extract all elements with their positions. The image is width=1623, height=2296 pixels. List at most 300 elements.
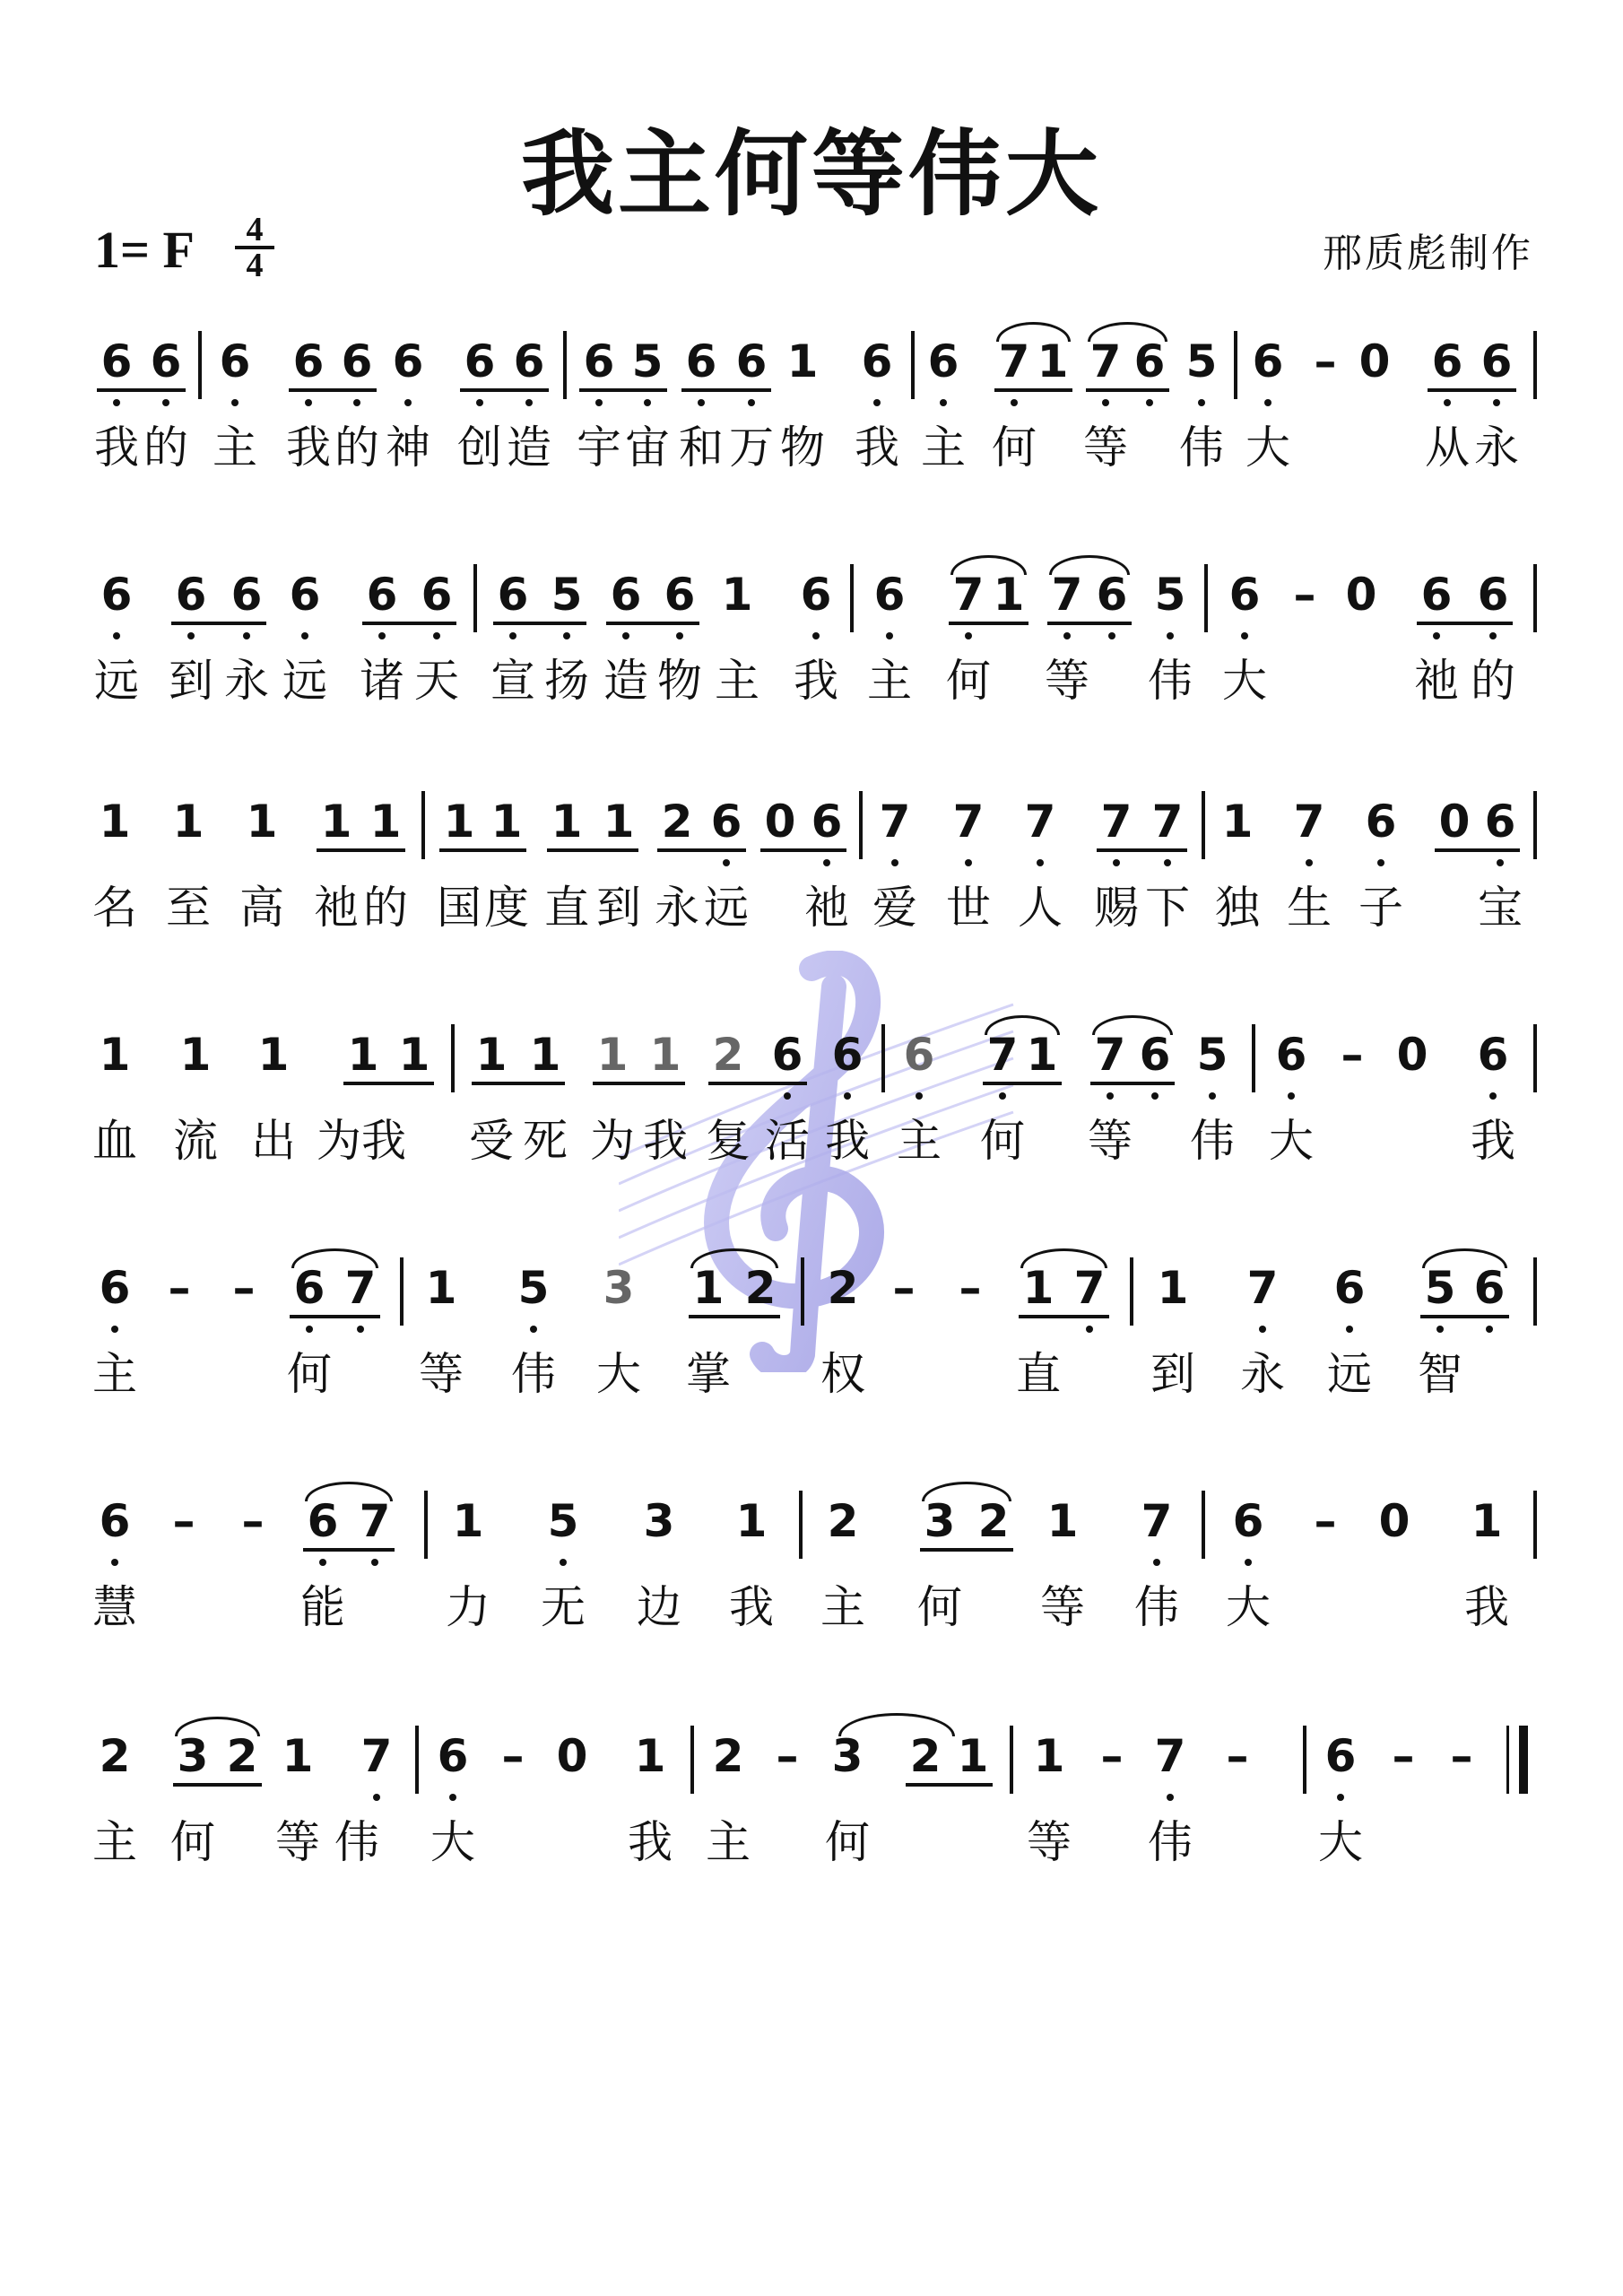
lyric: 主 xyxy=(92,1816,137,1868)
tie xyxy=(922,1482,1011,1501)
lyric: 为 xyxy=(590,1115,635,1167)
beam-underline xyxy=(657,848,746,852)
note: 6 xyxy=(735,335,768,387)
note: 6 xyxy=(664,569,696,621)
note: 6 xyxy=(513,335,545,387)
note: 7 xyxy=(360,1730,393,1782)
note: 5 xyxy=(517,1262,550,1314)
lyric: 远 xyxy=(282,655,327,707)
lyric: 伟 xyxy=(1148,1816,1193,1868)
key-signature: 1= F xyxy=(94,221,195,279)
note: 5 xyxy=(1154,569,1186,621)
lyric: 受 xyxy=(469,1115,514,1167)
note: 1 xyxy=(721,569,753,621)
note: 1 xyxy=(786,335,819,387)
note: 0 xyxy=(1345,569,1377,621)
lyric: 远 xyxy=(704,882,749,934)
octave-dot xyxy=(622,632,629,639)
note: 6 xyxy=(293,1262,325,1314)
octave-dot xyxy=(1433,632,1440,639)
note: 6 xyxy=(1228,569,1261,621)
note: 7 xyxy=(952,569,985,621)
note: 1 xyxy=(443,796,475,848)
lyric: 出 xyxy=(251,1115,296,1167)
barline xyxy=(1252,1024,1255,1092)
beam-underline xyxy=(1086,388,1169,392)
octave-dot xyxy=(530,1326,537,1333)
lyric: 永 xyxy=(1474,422,1519,474)
beam-underline xyxy=(290,1315,380,1318)
note: 6 xyxy=(99,1495,131,1547)
beam-underline xyxy=(1090,1082,1175,1085)
lyric: 等 xyxy=(275,1816,320,1868)
lyric: 大 xyxy=(1318,1816,1363,1868)
note: 5 xyxy=(547,1495,579,1547)
time-signature-bottom: 4 xyxy=(246,247,264,284)
note: 0 xyxy=(1396,1029,1428,1081)
dash: – xyxy=(1293,569,1316,621)
octave-dot xyxy=(243,632,250,639)
lyric: 主 xyxy=(820,1581,865,1633)
note: 2 xyxy=(712,1730,744,1782)
beam-underline xyxy=(289,388,377,392)
lyric: 何 xyxy=(980,1115,1025,1167)
note: 5 xyxy=(1424,1262,1456,1314)
octave-dot xyxy=(319,1559,326,1566)
octave-dot xyxy=(113,632,120,639)
lyric: 人 xyxy=(1018,882,1063,934)
lyric: 大 xyxy=(596,1348,641,1400)
beam-underline xyxy=(906,1783,993,1787)
note: 6 xyxy=(307,1495,339,1547)
lyric: 我 xyxy=(1464,1581,1509,1633)
barline xyxy=(563,331,567,399)
octave-dot xyxy=(1198,399,1205,406)
lyric: 远 xyxy=(1327,1348,1372,1400)
beam-underline xyxy=(303,1548,395,1552)
lyric: 为 xyxy=(317,1115,361,1167)
note: 1 xyxy=(1037,335,1069,387)
barline xyxy=(1202,1491,1205,1559)
octave-dot xyxy=(1259,1326,1266,1333)
dash: – xyxy=(1314,1495,1337,1547)
octave-dot xyxy=(823,859,830,866)
octave-dot xyxy=(1489,1092,1497,1100)
lyric: 复 xyxy=(706,1115,751,1167)
lyric: 我 xyxy=(94,422,139,474)
note: 6 xyxy=(464,335,496,387)
octave-dot xyxy=(449,1794,456,1801)
octave-dot xyxy=(563,632,570,639)
barline xyxy=(415,1726,419,1794)
octave-dot xyxy=(698,399,705,406)
octave-dot xyxy=(1037,859,1044,866)
tie xyxy=(1092,1015,1173,1035)
beam-underline xyxy=(1435,848,1520,852)
note: 6 xyxy=(1324,1730,1357,1782)
tie xyxy=(305,1482,393,1501)
note: 6 xyxy=(1473,1262,1506,1314)
beam-underline xyxy=(681,388,771,392)
score-line xyxy=(0,1496,1623,1657)
lyric: 主 xyxy=(715,655,759,707)
lyric: 大 xyxy=(1245,422,1290,474)
note: 1 xyxy=(1046,1495,1079,1547)
lyric: 我 xyxy=(361,1115,406,1167)
lyric: 我 xyxy=(729,1581,774,1633)
beam-underline xyxy=(1047,622,1132,625)
note: 1 xyxy=(957,1730,989,1782)
lyric: 的 xyxy=(1471,655,1515,707)
lyric: 诸 xyxy=(360,655,404,707)
barline xyxy=(1533,331,1537,399)
note: 1 xyxy=(99,796,131,848)
barline xyxy=(400,1257,404,1326)
octave-dot xyxy=(844,1092,851,1100)
octave-dot xyxy=(433,632,440,639)
octave-dot xyxy=(644,399,651,406)
lyric: 何 xyxy=(287,1348,332,1400)
note: 2 xyxy=(744,1262,777,1314)
barline xyxy=(1506,1726,1509,1794)
octave-dot xyxy=(723,859,730,866)
lyric: 何 xyxy=(917,1581,962,1633)
lyric: 何 xyxy=(946,655,991,707)
lyric: 宇 xyxy=(577,422,621,474)
barline xyxy=(424,1491,428,1559)
barline xyxy=(451,1024,455,1092)
barline xyxy=(881,1024,885,1092)
note: 6 xyxy=(437,1730,469,1782)
note: 1 xyxy=(99,1029,131,1081)
note: 0 xyxy=(764,796,796,848)
note: 7 xyxy=(1024,796,1056,848)
lyric: 等 xyxy=(1088,1115,1133,1167)
barline xyxy=(690,1726,694,1794)
octave-dot xyxy=(1337,1794,1344,1801)
lyric: 大 xyxy=(1269,1115,1314,1167)
lyric: 的 xyxy=(334,422,379,474)
octave-dot xyxy=(404,399,412,406)
note: 1 xyxy=(529,1029,561,1081)
lyric: 直 xyxy=(1016,1348,1061,1400)
lyric: 边 xyxy=(637,1581,681,1633)
lyric: 等 xyxy=(419,1348,464,1400)
tie xyxy=(1422,1248,1507,1268)
lyric: 血 xyxy=(92,1115,137,1167)
lyric: 何 xyxy=(170,1816,215,1868)
octave-dot xyxy=(1489,632,1497,639)
score-line xyxy=(0,1731,1623,1892)
lyric: 造 xyxy=(507,422,551,474)
note: 1 xyxy=(320,796,352,848)
lyric: 伟 xyxy=(1179,422,1224,474)
note: 6 xyxy=(1431,335,1463,387)
note: 1 xyxy=(347,1029,379,1081)
barline xyxy=(1234,331,1237,399)
lyric: 主 xyxy=(897,1115,942,1167)
note: 2 xyxy=(977,1495,1010,1547)
note: 1 xyxy=(551,796,583,848)
note: 3 xyxy=(924,1495,956,1547)
note: 6 xyxy=(1420,569,1453,621)
dash: – xyxy=(168,1262,191,1314)
octave-dot xyxy=(916,1092,923,1100)
dash: – xyxy=(1341,1029,1364,1081)
note: 6 xyxy=(1333,1262,1366,1314)
lyric: 独 xyxy=(1215,882,1260,934)
barline xyxy=(1204,564,1208,632)
lyric: 宝 xyxy=(1478,882,1523,934)
lyric: 掌 xyxy=(686,1348,731,1400)
note: 6 xyxy=(771,1029,803,1081)
lyric: 物 xyxy=(657,655,702,707)
octave-dot xyxy=(1086,1326,1093,1333)
beam-underline xyxy=(606,622,699,625)
lyric: 永 xyxy=(1240,1348,1285,1400)
note: 2 xyxy=(712,1029,744,1081)
score-line xyxy=(0,1030,1623,1191)
note: 6 xyxy=(610,569,642,621)
octave-dot xyxy=(525,399,533,406)
note: 0 xyxy=(1378,1495,1410,1547)
lyric: 我 xyxy=(794,655,838,707)
note: 6 xyxy=(1365,796,1397,848)
note: 7 xyxy=(344,1262,377,1314)
octave-dot xyxy=(1288,1092,1295,1100)
octave-dot xyxy=(1164,859,1171,866)
beam-underline xyxy=(1420,1315,1509,1318)
note: 6 xyxy=(175,569,207,621)
dash: – xyxy=(1392,1730,1415,1782)
beam-underline xyxy=(689,1315,780,1318)
beam-underline xyxy=(1428,388,1516,392)
octave-dot xyxy=(1497,859,1504,866)
octave-dot xyxy=(965,859,972,866)
barline xyxy=(1130,1257,1133,1326)
lyric: 祂 xyxy=(314,882,359,934)
lyric: 神 xyxy=(386,422,430,474)
note: 7 xyxy=(1293,796,1325,848)
octave-dot xyxy=(1146,399,1153,406)
note: 7 xyxy=(1154,1730,1186,1782)
lyric: 的 xyxy=(143,422,188,474)
note: 6 xyxy=(1480,335,1513,387)
note: 7 xyxy=(1151,796,1184,848)
note: 5 xyxy=(551,569,583,621)
lyric: 天 xyxy=(414,655,459,707)
note: 6 xyxy=(1139,1029,1171,1081)
barline xyxy=(1533,564,1537,632)
note: 6 xyxy=(392,335,424,387)
octave-dot xyxy=(1486,1326,1493,1333)
octave-dot xyxy=(1241,632,1248,639)
note: 1 xyxy=(993,569,1025,621)
lyric: 等 xyxy=(1045,655,1089,707)
octave-dot xyxy=(1102,399,1109,406)
beam-underline xyxy=(171,622,266,625)
octave-dot xyxy=(1153,1559,1160,1566)
note: 1 xyxy=(179,1029,212,1081)
note: 1 xyxy=(1471,1495,1503,1547)
lyric: 祂 xyxy=(1414,655,1459,707)
beam-underline xyxy=(579,388,667,392)
lyric: 世 xyxy=(946,882,991,934)
note: 7 xyxy=(1073,1262,1106,1314)
note: 6 xyxy=(1252,335,1284,387)
lyric: 我 xyxy=(286,422,331,474)
barline xyxy=(850,564,854,632)
song-title: 我主何等伟大 xyxy=(520,118,1102,229)
barline xyxy=(1202,791,1205,859)
note: 2 xyxy=(661,796,693,848)
lyric: 造 xyxy=(603,655,648,707)
note: 6 xyxy=(1133,335,1166,387)
beam-underline xyxy=(439,848,526,852)
dash: – xyxy=(892,1262,916,1314)
note: 5 xyxy=(1185,335,1218,387)
octave-dot xyxy=(357,1326,364,1333)
lyric: 大 xyxy=(430,1816,475,1868)
note: 6 xyxy=(150,335,182,387)
lyric: 永 xyxy=(655,882,699,934)
score-line xyxy=(0,570,1623,731)
note: 6 xyxy=(99,1262,131,1314)
beam-underline xyxy=(472,1082,565,1085)
lyric: 等 xyxy=(1083,422,1128,474)
octave-dot xyxy=(378,632,386,639)
note: 1 xyxy=(1157,1262,1189,1314)
lyric: 等 xyxy=(1040,1581,1085,1633)
beam-underline xyxy=(493,622,586,625)
beam-underline xyxy=(317,848,405,852)
lyric: 万 xyxy=(729,422,774,474)
lyric: 至 xyxy=(166,882,211,934)
lyric: 创 xyxy=(457,422,502,474)
octave-dot xyxy=(1113,859,1120,866)
beam-underline xyxy=(343,1082,434,1085)
lyric: 远 xyxy=(94,655,139,707)
note: 1 xyxy=(257,1029,290,1081)
lyric: 何 xyxy=(825,1816,870,1868)
note: 6 xyxy=(710,796,742,848)
octave-dot xyxy=(162,399,169,406)
final-barline xyxy=(1519,1726,1528,1794)
lyric: 爱 xyxy=(872,882,917,934)
note: 3 xyxy=(177,1730,209,1782)
beam-underline xyxy=(994,388,1072,392)
octave-dot xyxy=(111,1326,118,1333)
beam-underline xyxy=(949,622,1028,625)
note: 1 xyxy=(490,796,523,848)
tie xyxy=(1088,322,1167,342)
note: 7 xyxy=(952,796,985,848)
barline xyxy=(859,791,863,859)
lyric: 扬 xyxy=(544,655,589,707)
lyric: 大 xyxy=(1222,655,1267,707)
lyric: 子 xyxy=(1358,882,1403,934)
lyric: 国 xyxy=(437,882,482,934)
note: 1 xyxy=(649,1029,681,1081)
note: 2 xyxy=(827,1262,859,1314)
octave-dot xyxy=(1167,1794,1174,1801)
note: 1 xyxy=(246,796,278,848)
note: 1 xyxy=(1022,1262,1055,1314)
tie xyxy=(950,555,1027,575)
octave-dot xyxy=(748,399,755,406)
score-line xyxy=(0,796,1623,958)
octave-dot xyxy=(301,632,308,639)
note: 1 xyxy=(452,1495,484,1547)
note: 6 xyxy=(831,1029,864,1081)
lyric: 主 xyxy=(706,1816,751,1868)
barline xyxy=(1533,791,1537,859)
lyric: 何 xyxy=(992,422,1037,474)
octave-dot xyxy=(999,1092,1006,1100)
note: 6 xyxy=(421,569,453,621)
lyric: 死 xyxy=(523,1115,568,1167)
tie xyxy=(1020,1248,1107,1268)
lyric: 我 xyxy=(825,1115,870,1167)
octave-dot xyxy=(1346,1326,1353,1333)
note: 7 xyxy=(1141,1495,1173,1547)
lyric: 大 xyxy=(1226,1581,1271,1633)
dash: – xyxy=(172,1495,195,1547)
octave-dot xyxy=(509,632,516,639)
note: 1 xyxy=(475,1029,508,1081)
barline xyxy=(421,791,425,859)
dash: – xyxy=(959,1262,982,1314)
octave-dot xyxy=(1306,859,1313,866)
octave-dot xyxy=(476,399,483,406)
beam-underline xyxy=(97,388,186,392)
octave-dot xyxy=(1245,1559,1252,1566)
note: 6 xyxy=(100,569,133,621)
tie xyxy=(175,1717,260,1736)
note: 2 xyxy=(909,1730,942,1782)
tie xyxy=(291,1248,378,1268)
note: 6 xyxy=(1477,569,1509,621)
octave-dot xyxy=(231,399,239,406)
lyric: 赐 xyxy=(1094,882,1139,934)
lyric: 我 xyxy=(855,422,899,474)
octave-dot xyxy=(965,632,972,639)
octave-dot xyxy=(676,632,683,639)
lyric: 我 xyxy=(628,1816,673,1868)
octave-dot xyxy=(373,1794,380,1801)
note: 6 xyxy=(341,335,373,387)
lyric: 流 xyxy=(173,1115,218,1167)
note: 6 xyxy=(1484,796,1516,848)
note: 5 xyxy=(631,335,664,387)
lyric: 宙 xyxy=(625,422,670,474)
beam-underline xyxy=(1417,622,1513,625)
note: 1 xyxy=(425,1262,457,1314)
octave-dot xyxy=(1107,1092,1114,1100)
octave-dot xyxy=(1444,399,1451,406)
note: 6 xyxy=(800,569,832,621)
note: 2 xyxy=(827,1495,859,1547)
note: 6 xyxy=(1232,1495,1264,1547)
beam-underline xyxy=(547,848,638,852)
dash: – xyxy=(1226,1730,1249,1782)
note: 0 xyxy=(556,1730,588,1782)
note: 3 xyxy=(831,1730,864,1782)
note: 1 xyxy=(735,1495,768,1547)
dash: – xyxy=(232,1262,256,1314)
beam-underline xyxy=(983,1082,1062,1085)
octave-dot xyxy=(1167,632,1174,639)
